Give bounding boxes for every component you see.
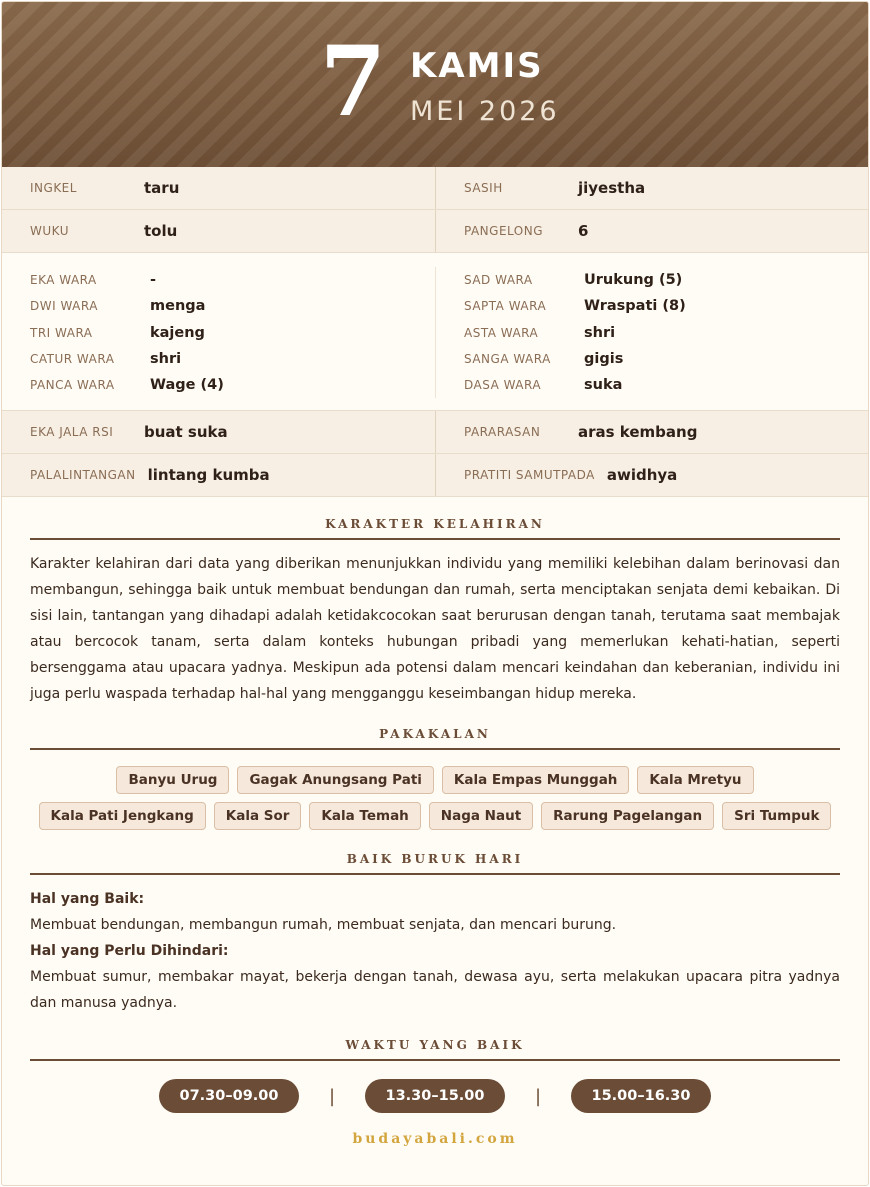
wara-row (30, 293, 435, 319)
date-header (2, 2, 868, 167)
wara-value: menga (150, 298, 206, 315)
wara-label: ASTA WARA (464, 325, 539, 340)
wara-row (464, 267, 868, 293)
day-number: 7 (319, 25, 387, 138)
wara-label: EKA WARA (30, 273, 97, 288)
wara-row (30, 372, 435, 398)
section-title-pakakalan: PAKAKALAN (379, 727, 491, 742)
wara-label: DWI WARA (30, 299, 98, 314)
wara-value: shri (584, 324, 616, 341)
wara-value: Wraspati (8) (584, 298, 686, 315)
wara-row (464, 293, 868, 319)
pakakalan-chip: Kala Mretyu (637, 766, 753, 794)
info-row-3 (2, 411, 868, 454)
wara-label: PANCA WARA (30, 378, 115, 393)
info-label: SASIH (464, 181, 503, 195)
info-value: lintang kumba (147, 466, 270, 485)
calendar-card (1, 1, 869, 1186)
avoid-text: Membuat sumur, membakar mayat, bekerja dengan tanah, dewasa ayu, serta melakukan upacara pitra yadnya dan manusa yadnya. (30, 969, 840, 1012)
pakakalan-chip: Kala Empas Munggah (442, 766, 630, 794)
wara-label: DASA WARA (464, 378, 542, 393)
time-slot: 15.00–16.30 (571, 1079, 711, 1113)
wara-label: SAPTA WARA (464, 299, 547, 314)
wara-value: gigis (584, 351, 624, 368)
info-row-2 (2, 210, 868, 253)
section-title-baik-buruk: BAIK BURUK HARI (346, 852, 524, 867)
info-ingkel (2, 167, 435, 209)
info-wuku (2, 210, 435, 252)
info-label: PRATITI SAMUTPADA (464, 468, 595, 483)
wara-value: shri (150, 351, 182, 368)
section-title-karakter: KARAKTER KELAHIRAN (325, 517, 545, 532)
wara-table (2, 253, 868, 411)
pakakalan-chip: Banyu Urug (116, 766, 229, 794)
wara-value: - (150, 272, 157, 289)
info-row-4 (2, 454, 868, 497)
wara-column-right (435, 267, 868, 398)
wara-label: SAD WARA (464, 273, 533, 288)
wara-value: suka (584, 377, 623, 394)
info-value: awidhya (606, 466, 678, 485)
pakakalan-chip: Kala Pati Jengkang (39, 802, 206, 830)
info-value: taru (144, 179, 180, 197)
pakakalan-chip: Rarung Pagelangan (541, 802, 714, 830)
wara-row (30, 346, 435, 372)
info-label: PANGELONG (464, 224, 544, 238)
wara-row (30, 320, 435, 346)
pakakalan-chip: Sri Tumpuk (722, 802, 831, 830)
info-eka-jala-rsi (2, 411, 435, 453)
info-sasih (435, 167, 868, 209)
pakakalan-chip: Naga Naut (429, 802, 533, 830)
wara-value: Wage (4) (150, 377, 224, 394)
info-palalintangan (2, 454, 435, 496)
site-footer: budayabali.com (352, 1131, 518, 1148)
info-pararasan (435, 411, 868, 453)
pakakalan-chip: Kala Temah (309, 802, 420, 830)
wara-row (464, 372, 868, 398)
good-heading: Hal yang Baik: (30, 891, 145, 908)
avoid-heading: Hal yang Perlu Dihindari: (30, 943, 229, 960)
info-value: jiyestha (578, 179, 646, 197)
info-label: PALALINTANGAN (30, 468, 136, 483)
info-pangelong (435, 210, 868, 252)
good-text: Membuat bendungan, membangun rumah, membuat senjata, dan mencari burung. (30, 917, 617, 934)
pakakalan-chips (2, 766, 868, 830)
info-row-1 (2, 167, 868, 210)
info-label: PARARASAN (464, 425, 541, 440)
karakter-text: Karakter kelahiran dari data yang diberikan menunjukkan individu yang memiliki kelebihan dalam berinovasi dan membangun, sehingga baik untuk membuat bendungan dan rumah, serta menciptakan senjata demi kebaikan. Di sisi lain, tantangan yang dihadapi adalah ketidakcocokan saat berurusan dengan tanah, terutama saat membajak atau bercocok tanam, serta dalam konteks hubungan pribadi yang memerlukan kehati-hatian, seperti bersenggama atau upacara yadnya. Meskipun ada potensi dalam mencari keindahan dan keberanian, individu ini juga perlu waspada terhadap hal-hal yang mengganggu keseimbangan hidup mereka. (30, 556, 840, 703)
wara-row (30, 267, 435, 293)
pakakalan-chip: Gagak Anungsang Pati (237, 766, 433, 794)
wara-column-left (2, 267, 435, 398)
wara-value: Urukung (5) (584, 272, 683, 289)
info-label: WUKU (30, 224, 69, 238)
info-value: tolu (144, 222, 178, 240)
info-value: aras kembang (578, 423, 698, 442)
wara-label: CATUR WARA (30, 352, 115, 367)
month-year: MEI 2026 (410, 96, 560, 127)
good-times (2, 1079, 868, 1113)
info-label: EKA JALA RSI (30, 425, 114, 440)
day-name: KAMIS (410, 46, 544, 86)
info-label: INGKEL (30, 181, 77, 195)
wara-label: SANGA WARA (464, 352, 551, 367)
info-pratiti-samutpada (435, 454, 868, 496)
time-slot: 13.30–15.00 (365, 1079, 505, 1113)
wara-row (464, 320, 868, 346)
info-value: buat suka (144, 423, 228, 442)
wara-value: kajeng (150, 324, 205, 341)
time-separator: | (534, 1085, 542, 1107)
time-slot: 07.30–09.00 (159, 1079, 299, 1113)
wara-row (464, 346, 868, 372)
wara-label: TRI WARA (30, 325, 93, 340)
time-separator: | (328, 1085, 336, 1107)
info-value: 6 (578, 222, 589, 240)
section-title-waktu: WAKTU YANG BAIK (345, 1038, 525, 1053)
pakakalan-chip: Kala Sor (214, 802, 302, 830)
